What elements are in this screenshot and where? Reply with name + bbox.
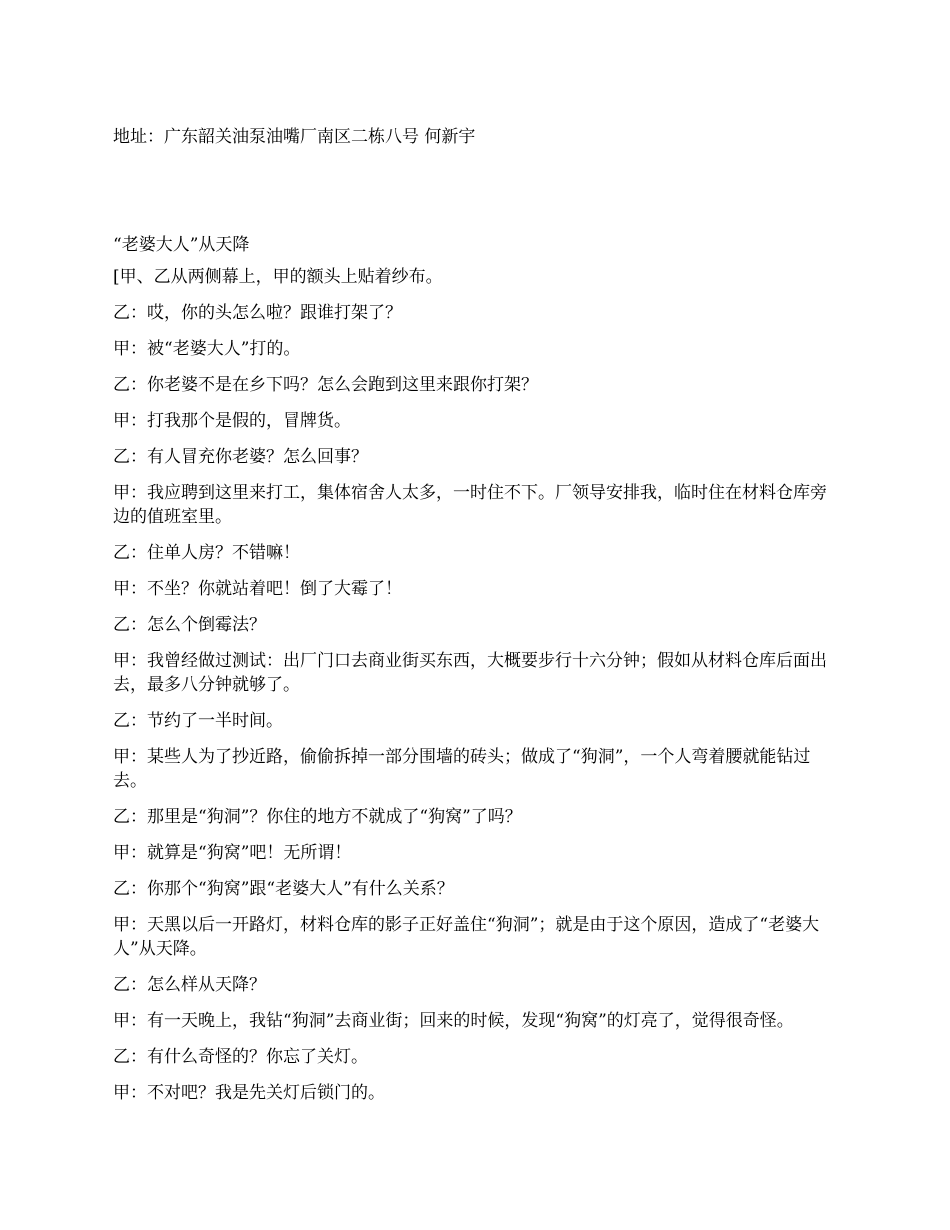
- dialogue-line: 乙：你老婆不是在乡下吗？怎么会跑到这里来跟你打架？: [113, 375, 538, 395]
- dialogue-line-stage-direction: [甲、乙从两侧幕上，甲的额头上贴着纱布。: [113, 267, 443, 287]
- dialogue-line: 甲：就算是“狗窝”吧！无所谓！: [113, 843, 352, 863]
- dialogue-line: 乙：怎么个倒霉法？: [113, 615, 266, 635]
- dialogue-line: 乙：节约了一半时间。: [113, 711, 283, 731]
- dialogue-line: 乙：你那个“狗窝”跟“老婆大人”有什么关系？: [113, 879, 454, 899]
- dialogue-line: 乙：有人冒充你老婆？怎么回事？: [113, 447, 368, 467]
- dialogue-line: 乙：那里是“狗洞”？你住的地方不就成了“狗窝”了吗？: [113, 807, 522, 827]
- dialogue-line: 乙：哎，你的头怎么啦？跟谁打架了？: [113, 303, 402, 323]
- dialogue-line: 甲：我应聘到这里来打工，集体宿舍人太多，一时住不下。厂领导安排我，临时住在材料仓库旁边的值班室里。: [113, 483, 827, 527]
- dialogue-line: 乙：住单人房？不错嘛！: [113, 543, 300, 563]
- script-title: “老婆大人”从天降: [113, 235, 250, 255]
- script-body: [113, 232, 843, 1117]
- dialogue-line: 甲：某些人为了抄近路，偷偷拆掉一部分围墙的砖头；做成了“狗洞”，一个人弯着腰就能钻过去。: [113, 747, 811, 791]
- dialogue-line: 乙：怎么样从天降？: [113, 975, 266, 995]
- dialogue-line: 甲：天黑以后一开路灯，材料仓库的影子正好盖住“狗洞”；就是由于这个原因，造成了“老婆大人”从天降。: [113, 915, 820, 959]
- dialogue-line: 甲：有一天晚上，我钻“狗洞”去商业街；回来的时候，发现“狗窝”的灯亮了，觉得很奇怪。: [113, 1011, 794, 1031]
- dialogue-line: 甲：不坐？你就站着吧！倒了大霉了！: [113, 579, 402, 599]
- author-address: 地址：广东韶关油泵油嘴厂南区二栋八号 何新宇: [113, 127, 476, 147]
- dialogue-line: 甲：被“老婆大人”打的。: [113, 339, 301, 359]
- dialogue-line: 乙：有什么奇怪的？你忘了关灯。: [113, 1047, 368, 1067]
- dialogue-line: 甲：我曾经做过测试：出厂门口去商业街买东西，大概要步行十六分钟；假如从材料仓库后面出去，最多八分钟就够了。: [113, 651, 827, 695]
- dialogue-line: 甲：不对吧？我是先关灯后锁门的。: [113, 1083, 385, 1103]
- dialogue-line: 甲：打我那个是假的，冒牌货。: [113, 411, 351, 431]
